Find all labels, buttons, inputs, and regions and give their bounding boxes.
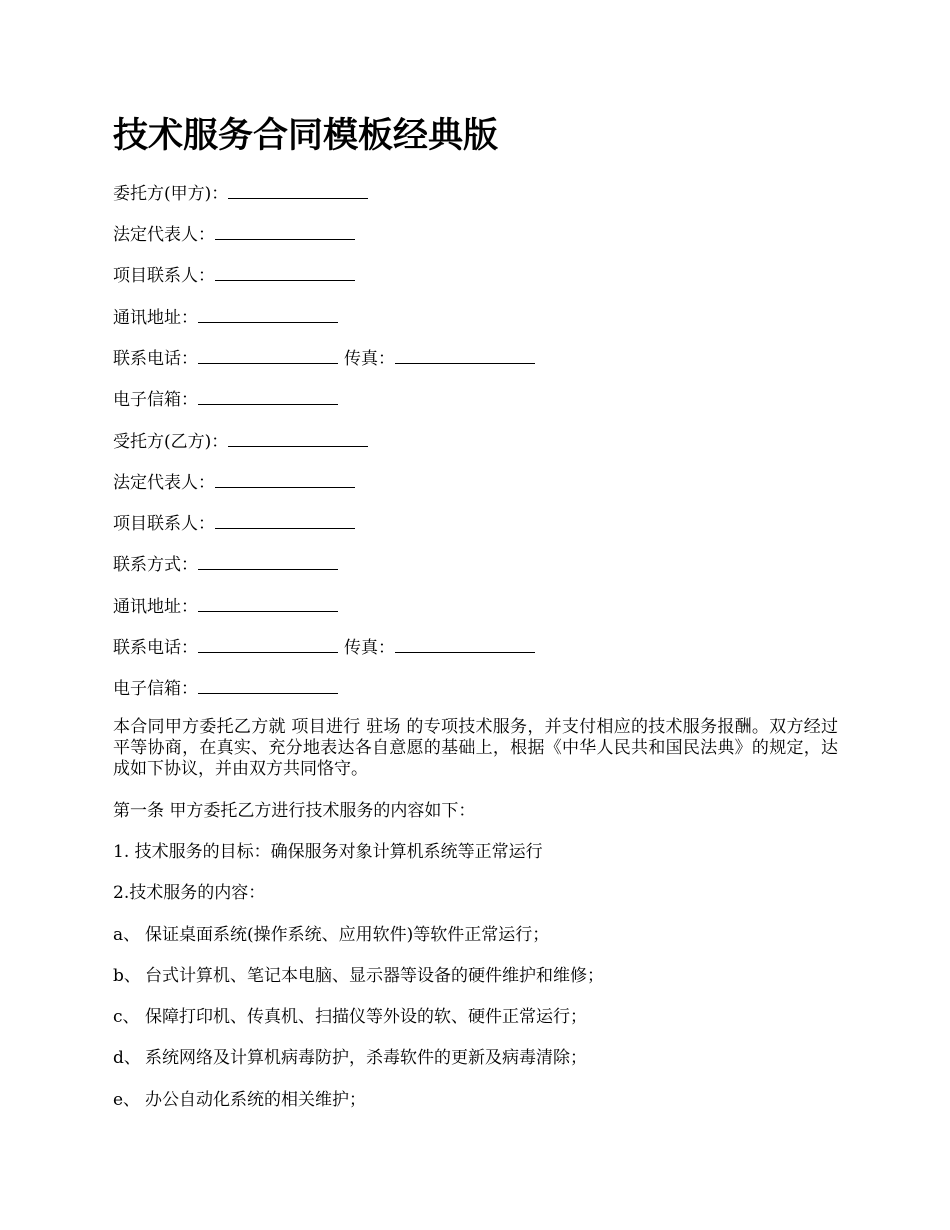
fill-in-blank[interactable] — [198, 387, 338, 405]
field-client-contact — [113, 263, 355, 287]
list-item-text: 办公自动化系统的相关维护； — [145, 1090, 366, 1110]
field-label-fax: 传真： — [344, 638, 395, 658]
list-item — [113, 1006, 587, 1028]
fill-in-blank[interactable] — [198, 552, 338, 570]
article-heading: 第一条 甲方委托乙方进行技术服务的内容如下： — [113, 801, 476, 821]
service-target: 1. 技术服务的目标：确保服务对象计算机系统等正常运行 — [113, 842, 543, 862]
field-contractor-address — [113, 594, 338, 618]
field-label: 电子信箱： — [113, 390, 198, 410]
fill-in-blank[interactable] — [198, 346, 338, 364]
field-label: 项目联系人： — [113, 266, 215, 286]
list-item-marker: c、 — [113, 1007, 140, 1027]
list-item — [113, 924, 549, 946]
list-item-text: 保证桌面系统(操作系统、应用软件)等软件正常运行； — [145, 925, 550, 945]
document-title: 技术服务合同模板经典版 — [113, 116, 499, 156]
field-client-phone-fax — [113, 346, 535, 370]
list-item-text: 保障打印机、传真机、扫描仪等外设的软、硬件正常运行； — [145, 1007, 587, 1027]
field-client-party — [113, 181, 368, 205]
list-item-marker: b、 — [113, 966, 141, 986]
list-item-marker: d、 — [113, 1048, 141, 1068]
fill-in-blank[interactable] — [395, 635, 535, 653]
fill-in-blank[interactable] — [228, 429, 368, 447]
field-contractor-contact-method — [113, 552, 338, 576]
fill-in-blank[interactable] — [198, 635, 338, 653]
field-client-legal-rep — [113, 222, 355, 246]
fill-in-blank[interactable] — [215, 511, 355, 529]
field-label: 通讯地址： — [113, 597, 198, 617]
fill-in-blank[interactable] — [228, 181, 368, 199]
field-contractor-email — [113, 676, 338, 700]
service-content-heading: 2.技术服务的内容： — [113, 883, 266, 903]
list-item — [113, 1089, 366, 1111]
list-item-text: 台式计算机、笔记本电脑、显示器等设备的硬件维护和维修； — [145, 966, 604, 986]
field-label: 联系方式： — [113, 555, 198, 575]
field-label: 委托方(甲方)： — [113, 184, 229, 204]
list-item-text: 系统网络及计算机病毒防护，杀毒软件的更新及病毒清除； — [145, 1048, 587, 1068]
fill-in-blank[interactable] — [215, 263, 355, 281]
field-label: 联系电话： — [113, 638, 198, 658]
field-client-address — [113, 305, 338, 329]
list-item — [113, 1047, 587, 1069]
list-item-marker: a、 — [113, 925, 141, 945]
field-label: 法定代表人： — [113, 225, 215, 245]
field-label: 项目联系人： — [113, 514, 215, 534]
field-contractor-contact — [113, 511, 355, 535]
field-label: 联系电话： — [113, 349, 198, 369]
field-contractor-party — [113, 429, 368, 453]
field-label-fax: 传真： — [344, 349, 395, 369]
fill-in-blank[interactable] — [198, 676, 338, 694]
field-contractor-legal-rep — [113, 470, 355, 494]
field-client-email — [113, 387, 338, 411]
field-label: 通讯地址： — [113, 308, 198, 328]
intro-paragraph: 本合同甲方委托乙方就 项目进行 驻场 的专项技术服务，并支付相应的技术服务报酬。双方经过平等协商，在真实、充分地表达各自意愿的基础上，根据《中华人民共和国民法典》的规定，达成如下协议，并由双方共同恪守。 — [113, 717, 838, 779]
field-label: 电子信箱： — [113, 679, 198, 699]
list-item-marker: e、 — [113, 1090, 141, 1110]
fill-in-blank[interactable] — [395, 346, 535, 364]
field-label: 法定代表人： — [113, 473, 215, 493]
fill-in-blank[interactable] — [215, 222, 355, 240]
fill-in-blank[interactable] — [198, 594, 338, 612]
fill-in-blank[interactable] — [215, 470, 355, 488]
field-label: 受托方(乙方)： — [113, 432, 229, 452]
fill-in-blank[interactable] — [198, 305, 338, 323]
field-contractor-phone-fax — [113, 635, 535, 659]
list-item — [113, 965, 604, 987]
